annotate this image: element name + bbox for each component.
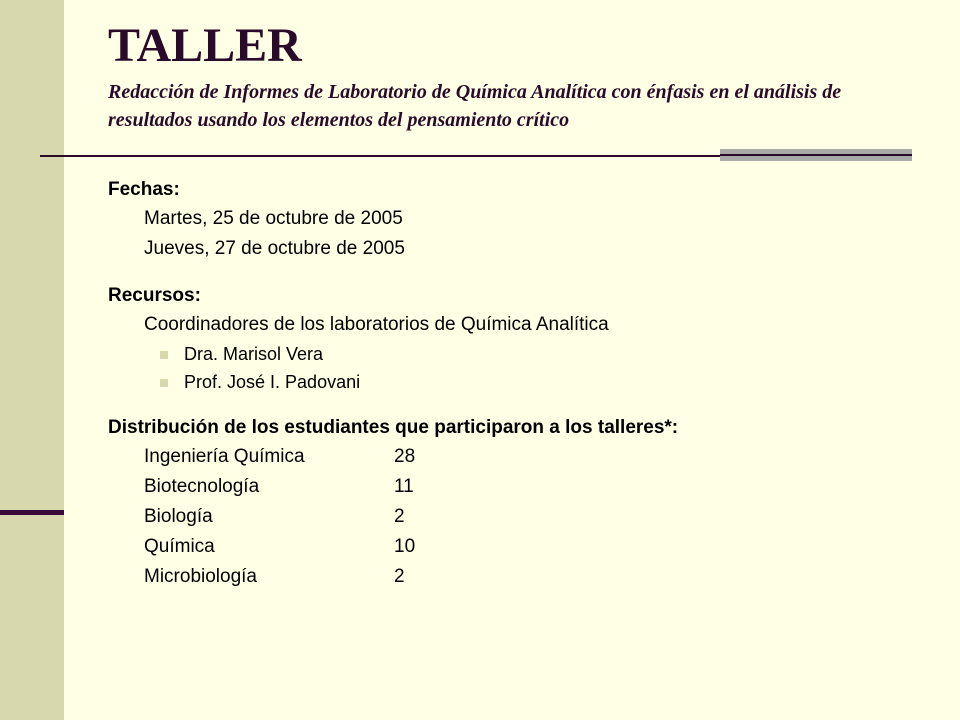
student-count: 11	[394, 476, 414, 497]
slide-body	[108, 176, 928, 592]
student-count: 28	[394, 446, 416, 467]
slide-subtitle: Redacción de Informes de Laboratorio de Química Analítica con énfasis en el análisis de resultados usando los elementos del pensamiento crítico	[108, 81, 842, 131]
slide-title: TALLER	[108, 19, 302, 72]
program-name: Microbiología	[144, 566, 257, 587]
student-count: 2	[394, 566, 405, 587]
program-name: Biotecnología	[144, 476, 260, 497]
distribucion-row	[108, 562, 928, 592]
left-bar-accent-line	[0, 510, 64, 515]
recursos-bullet	[108, 340, 928, 368]
fecha-item: Martes, 25 de octubre de 2005	[144, 208, 403, 229]
left-decorative-bar	[0, 0, 64, 720]
title-block	[108, 18, 908, 134]
distribucion-row	[108, 472, 928, 502]
recursos-line: Coordinadores de los laboratorios de Química Analítica	[144, 314, 609, 335]
distribucion-row	[108, 442, 928, 472]
student-count: 2	[394, 506, 405, 527]
student-count: 10	[394, 536, 416, 557]
bullet-square-icon	[160, 379, 168, 387]
fecha-item: Jueves, 27 de octubre de 2005	[144, 238, 405, 259]
program-name: Química	[144, 536, 215, 557]
recursos-heading: Recursos:	[108, 285, 201, 306]
distribucion-row	[108, 532, 928, 562]
program-name: Biología	[144, 506, 213, 527]
distribucion-heading: Distribución de los estudiantes que participaron a los talleres*:	[108, 417, 679, 438]
fechas-heading: Fechas:	[108, 179, 180, 200]
bullet-square-icon	[160, 351, 168, 359]
program-name: Ingeniería Química	[144, 446, 305, 467]
recursos-bullet	[108, 368, 928, 396]
title-divider-accent	[720, 149, 912, 161]
distribucion-row	[108, 502, 928, 532]
bullet-text: Dra. Marisol Vera	[184, 344, 324, 364]
bullet-text: Prof. José I. Padovani	[184, 372, 361, 392]
